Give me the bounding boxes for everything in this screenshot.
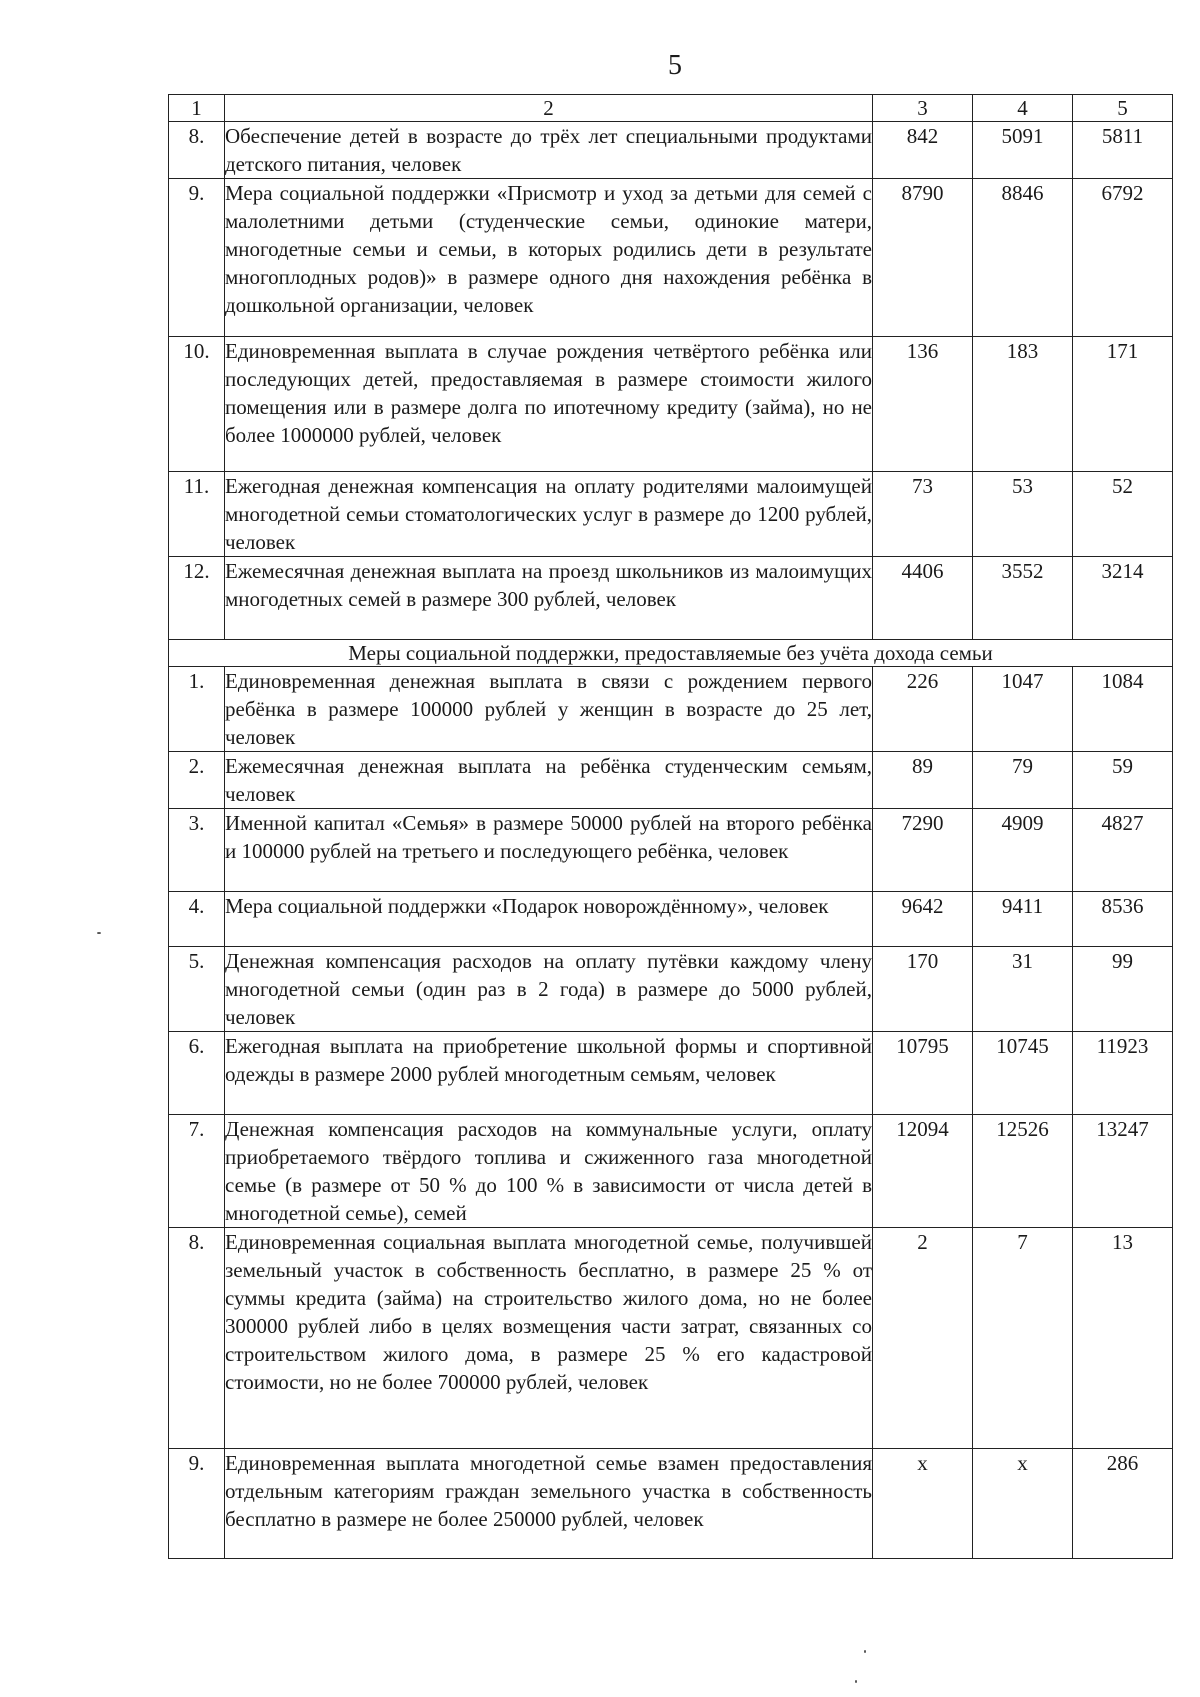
row-value-col5: 1084 xyxy=(1073,667,1173,752)
row-number: 9. xyxy=(169,1449,225,1559)
section-title: Меры социальной поддержки, предоставляемые без учёта дохода семьи xyxy=(169,640,1173,667)
row-value-col3: 226 xyxy=(873,667,973,752)
scan-speck xyxy=(864,1650,866,1653)
table-row xyxy=(169,1228,1173,1449)
row-value-col3: 7290 xyxy=(873,809,973,892)
row-value-col4: 9411 xyxy=(973,892,1073,947)
table-row xyxy=(169,1032,1173,1115)
table-row xyxy=(169,752,1173,809)
row-value-col5: 59 xyxy=(1073,752,1173,809)
row-value-col5: 5811 xyxy=(1073,122,1173,179)
row-value-col5: 11923 xyxy=(1073,1032,1173,1115)
row-description: Ежемесячная денежная выплата на ребёнка студенческим семьям, человек xyxy=(225,752,873,809)
row-description: Ежегодная выплата на приобретение школьной формы и спортивной одежды в размере 2000 рублей многодетным семьям, человек xyxy=(225,1032,873,1115)
page-number: 5 xyxy=(668,50,682,81)
row-description: Ежемесячная денежная выплата на проезд школьников из малоимущих многодетных семей в размере 300 рублей, человек xyxy=(225,557,873,640)
row-value-col3: 12094 xyxy=(873,1115,973,1228)
row-value-col5: 8536 xyxy=(1073,892,1173,947)
row-number: 7. xyxy=(169,1115,225,1228)
row-value-col4: 12526 xyxy=(973,1115,1073,1228)
row-value-col3: 8790 xyxy=(873,179,973,337)
table-row xyxy=(169,947,1173,1032)
row-value-col5: 286 xyxy=(1073,1449,1173,1559)
row-description: Денежная компенсация расходов на коммунальные услуги, оплату приобретаемого твёрдого топлива и сжиженного газа многодетной семье (в размере от 50 % до 100 % в зависимости от числа детей в многодетной семье), семей xyxy=(225,1115,873,1228)
row-value-col4: 3552 xyxy=(973,557,1073,640)
scan-speck xyxy=(855,1680,857,1683)
table-row xyxy=(169,1449,1173,1559)
row-number: 9. xyxy=(169,179,225,337)
row-value-col3: х xyxy=(873,1449,973,1559)
scan-speck xyxy=(97,932,101,934)
row-description: Обеспечение детей в возрасте до трёх лет специальными продуктами детского питания, человек xyxy=(225,122,873,179)
row-value-col3: 2 xyxy=(873,1228,973,1449)
row-number: 12. xyxy=(169,557,225,640)
row-value-col4: 183 xyxy=(973,337,1073,472)
row-number: 5. xyxy=(169,947,225,1032)
row-number: 1. xyxy=(169,667,225,752)
row-value-col3: 10795 xyxy=(873,1032,973,1115)
row-value-col3: 73 xyxy=(873,472,973,557)
table-row xyxy=(169,1115,1173,1228)
header-col-4: 4 xyxy=(973,95,1073,122)
row-value-col4: 31 xyxy=(973,947,1073,1032)
table-row xyxy=(169,667,1173,752)
row-description: Денежная компенсация расходов на оплату путёвки каждому члену многодетной семьи (один раз в 2 года) в размере до 5000 рублей, человек xyxy=(225,947,873,1032)
row-description: Единовременная денежная выплата в связи с рождением первого ребёнка в размере 100000 рублей у женщин в возрасте до 25 лет, человек xyxy=(225,667,873,752)
row-number: 10. xyxy=(169,337,225,472)
row-value-col3: 89 xyxy=(873,752,973,809)
header-col-3: 3 xyxy=(873,95,973,122)
row-value-col4: 7 xyxy=(973,1228,1073,1449)
row-value-col3: 170 xyxy=(873,947,973,1032)
row-value-col4: 8846 xyxy=(973,179,1073,337)
table-row xyxy=(169,557,1173,640)
header-row xyxy=(169,95,1173,122)
header-col-5: 5 xyxy=(1073,95,1173,122)
row-value-col4: 4909 xyxy=(973,809,1073,892)
row-description: Единовременная выплата в случае рождения четвёртого ребёнка или последующих детей, предоставляемая в размере стоимости жилого помещения или в размере долга по ипотечному кредиту (займа), но не более 1000000 рублей, человек xyxy=(225,337,873,472)
section-row xyxy=(169,640,1173,667)
row-value-col5: 6792 xyxy=(1073,179,1173,337)
row-value-col5: 171 xyxy=(1073,337,1173,472)
table-row xyxy=(169,179,1173,337)
header-col-1: 1 xyxy=(169,95,225,122)
row-number: 8. xyxy=(169,1228,225,1449)
row-value-col5: 4827 xyxy=(1073,809,1173,892)
row-number: 8. xyxy=(169,122,225,179)
row-value-col4: 1047 xyxy=(973,667,1073,752)
table-row xyxy=(169,122,1173,179)
row-value-col3: 4406 xyxy=(873,557,973,640)
row-value-col5: 99 xyxy=(1073,947,1173,1032)
row-value-col5: 52 xyxy=(1073,472,1173,557)
row-value-col4: 79 xyxy=(973,752,1073,809)
row-description: Именной капитал «Семья» в размере 50000 рублей на второго ребёнка и 100000 рублей на третьего и последующего ребёнка, человек xyxy=(225,809,873,892)
table-row xyxy=(169,337,1173,472)
row-value-col4: 10745 xyxy=(973,1032,1073,1115)
table-row xyxy=(169,472,1173,557)
table-row xyxy=(169,892,1173,947)
row-value-col3: 136 xyxy=(873,337,973,472)
row-value-col4: 5091 xyxy=(973,122,1073,179)
row-value-col3: 9642 xyxy=(873,892,973,947)
header-col-2: 2 xyxy=(225,95,873,122)
row-description: Ежегодная денежная компенсация на оплату родителями малоимущей многодетной семьи стоматологических услуг в размере до 1200 рублей, человек xyxy=(225,472,873,557)
row-number: 2. xyxy=(169,752,225,809)
row-description: Единовременная социальная выплата многодетной семье, получившей земельный участок в собственность бесплатно, в размере 25 % от суммы кредита (займа) на строительство жилого дома, но не более 300000 рублей либо в целях возмещения части затрат, связанных со строительством жилого дома, в размере 25 % его кадастровой стоимости, но не более 700000 рублей, человек xyxy=(225,1228,873,1449)
row-value-col5: 13 xyxy=(1073,1228,1173,1449)
row-description: Единовременная выплата многодетной семье взамен предоставления отдельным категориям граждан земельного участка в собственность бесплатно в размере не более 250000 рублей, человек xyxy=(225,1449,873,1559)
row-number: 4. xyxy=(169,892,225,947)
row-value-col3: 842 xyxy=(873,122,973,179)
row-value-col5: 13247 xyxy=(1073,1115,1173,1228)
row-description: Мера социальной поддержки «Подарок новорождённому», человек xyxy=(225,892,873,947)
row-value-col4: х xyxy=(973,1449,1073,1559)
row-number: 11. xyxy=(169,472,225,557)
row-number: 3. xyxy=(169,809,225,892)
table-row xyxy=(169,809,1173,892)
row-number: 6. xyxy=(169,1032,225,1115)
row-description: Мера социальной поддержки «Присмотр и уход за детьми для семей с малолетними детьми (студенческие семьи, одинокие матери, многодетные семьи и семьи, в которых родились дети в результате многоплодных родов)» в размере одного дня нахождения ребёнка в дошкольной организации, человек xyxy=(225,179,873,337)
row-value-col5: 3214 xyxy=(1073,557,1173,640)
measures-table xyxy=(168,94,1173,1559)
row-value-col4: 53 xyxy=(973,472,1073,557)
